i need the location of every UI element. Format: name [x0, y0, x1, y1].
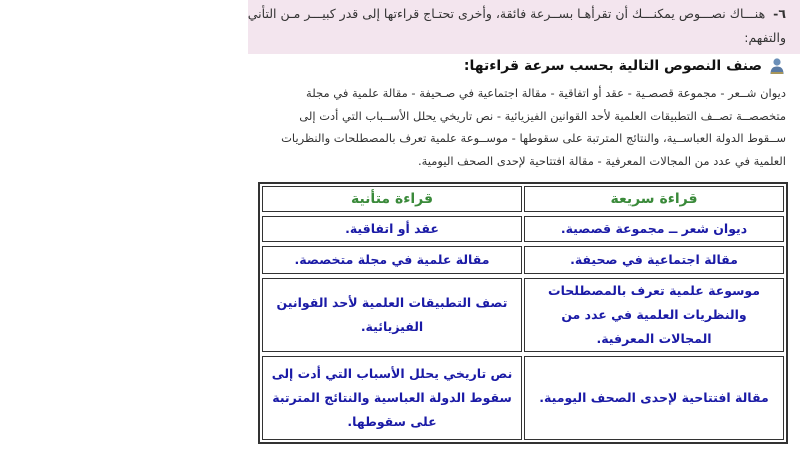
question-line-2: والتفهم: [744, 30, 786, 45]
question-box [248, 0, 800, 54]
table-cell-fast: ديوان شعر ــ مجموعة قصصية. [524, 216, 784, 242]
header-slow-reading: قراءة متأنية [262, 186, 522, 212]
table-cell-slow: تصف التطبيقات العلمية لأحد القوانين الفيزيائية. [262, 278, 522, 352]
texts-line: العلمية في عدد من المجالات المعرفية - مقالة افتتاحية لإحدى الصحف اليومية. [417, 153, 786, 168]
table-cell-fast: موسوعة علمية تعرف بالمصطلحات والنظريات العلمية في عدد من المجالات المعرفية. [524, 278, 784, 352]
table-cell-fast: مقالة اجتماعية في صحيفة. [524, 246, 784, 274]
texts-line: ديوان شــعر - مجموعة قصصـية - عقد أو اتفاقية - مقالة اجتماعية في صـحيفة - مقالة علمية في مجلة [306, 86, 786, 100]
question-number: ٦- [773, 6, 786, 21]
question-line-1 [248, 6, 786, 21]
instruction-heading [464, 54, 786, 78]
table-cell-fast: مقالة افتتاحية لإحدى الصحف اليومية. [524, 356, 784, 440]
exercise-panel [248, 0, 800, 449]
texts-line: متخصصــة تصــف التطبيقات العلمية لأحد القوانين الفيزيائية - نص تاريخي يحلل الأســباب التي أدت إلى [299, 108, 786, 123]
table-cell-slow: نص تاريخي يحلل الأسباب التي أدت إلى سقوط الدولة العباسية والنتائج المترتبة على سقوطها. [262, 356, 522, 440]
table-cell-slow: عقد أو اتفاقية. [262, 216, 522, 242]
person-icon [768, 57, 786, 75]
classification-table [258, 182, 788, 444]
question-text-1: هنـــاك نصـــوص يمكنـــك أن تقرأهـا بســرعة فائقة، وأخرى تحتـاج قراءتها إلى قدر كبيـــر مـن التأني [247, 6, 766, 21]
texts-line: ســقوط الدولة العباســية، والنتائج المترتبة على سقوطها - موســوعة علمية تعرف بالمصطلحات والنظريات [281, 131, 786, 145]
table-cell-slow: مقالة علمية في مجلة متخصصة. [262, 246, 522, 274]
instruction-text: صنف النصوص التالية بحسب سرعة قراءتها: [463, 58, 762, 74]
table-grid [260, 184, 786, 442]
header-fast-reading: قراءة سريعة [524, 186, 784, 212]
texts-paragraph [256, 82, 786, 172]
